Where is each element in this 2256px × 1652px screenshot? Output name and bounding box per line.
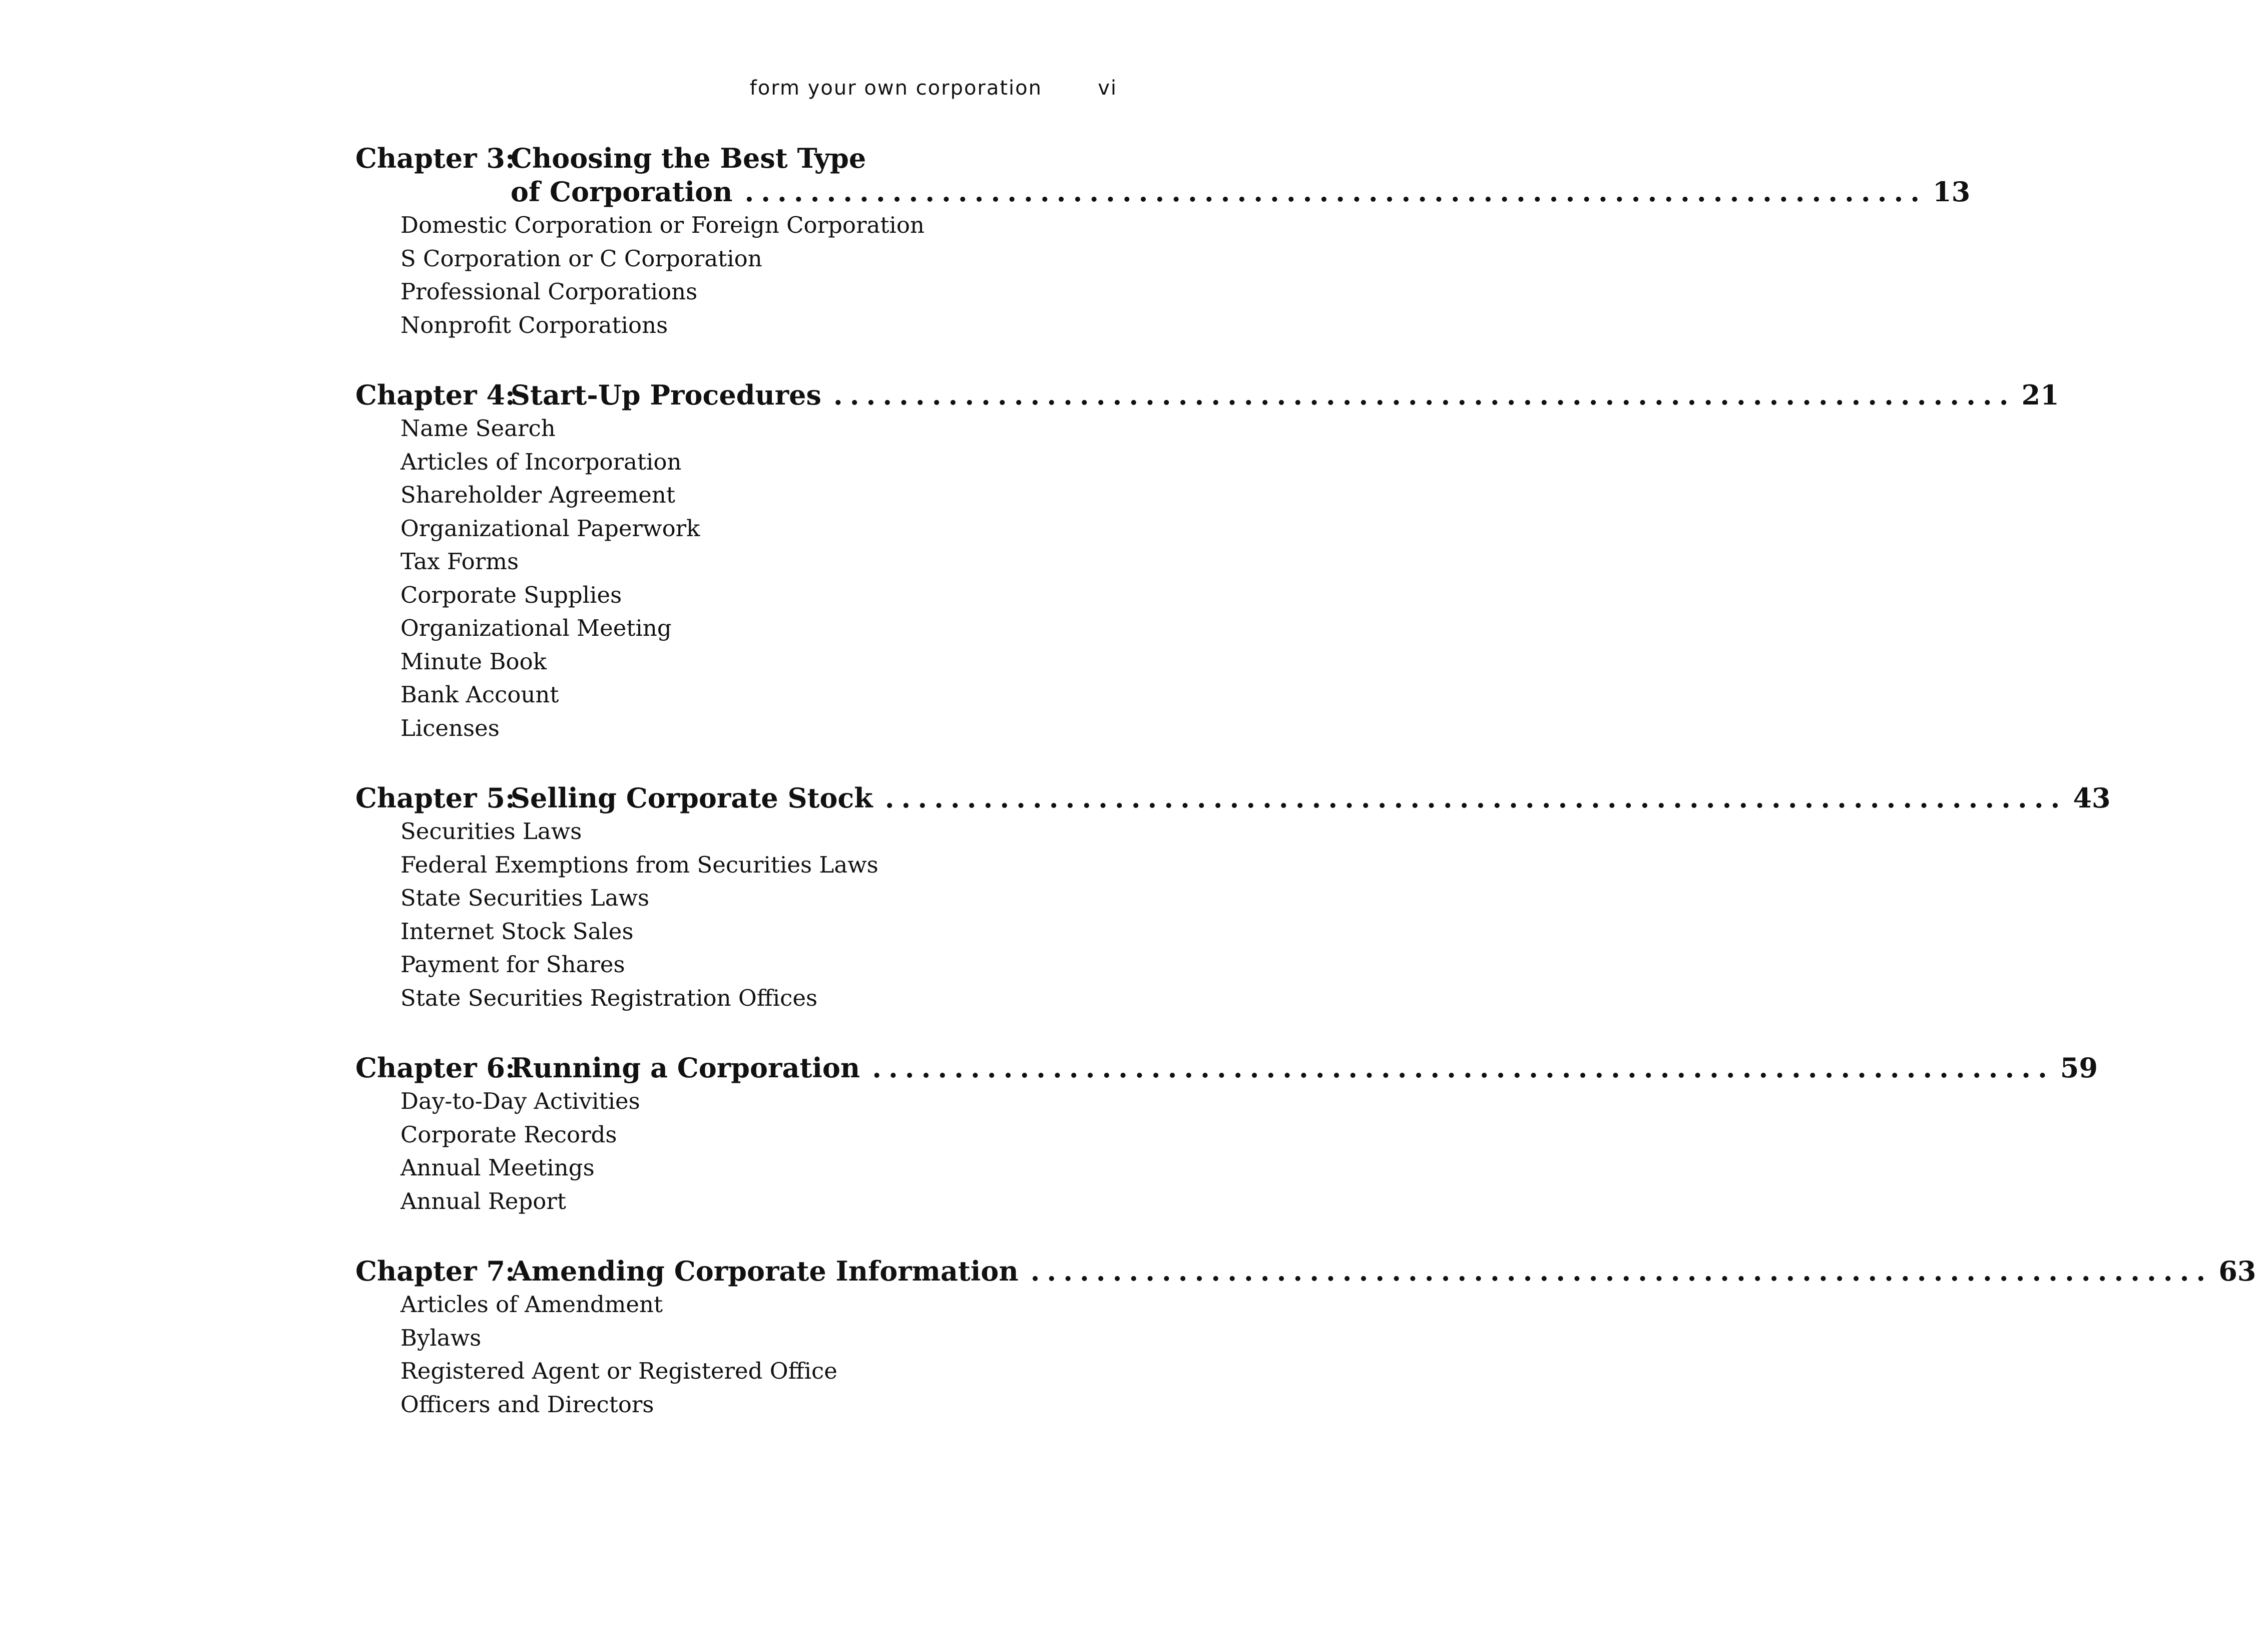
dot-leader: ........................................................................ (872, 1052, 2054, 1084)
section-item[interactable]: Organizational Meeting (400, 615, 672, 641)
section-item[interactable]: Payment for Shares (400, 951, 625, 978)
chapter-5 (355, 781, 2111, 1015)
section-item[interactable]: Annual Report (400, 1187, 566, 1214)
section-item[interactable]: Registered Agent or Registered Office (400, 1358, 837, 1384)
chapter-heading[interactable] (355, 781, 2111, 815)
section-item[interactable]: Day-to-Day Activities (400, 1088, 640, 1114)
chapter-page: 59 (2060, 1052, 2098, 1084)
section-item[interactable]: Professional Corporations (400, 278, 698, 305)
chapter-title: Selling Corporate Stock (511, 782, 873, 814)
chapter-6 (355, 1051, 2098, 1218)
chapter-page: 21 (2021, 379, 2059, 411)
chapter-heading[interactable] (355, 378, 2059, 412)
section-item[interactable]: Officers and Directors (400, 1391, 654, 1418)
dot-leader: ........................................................................ (884, 782, 2067, 814)
section-item[interactable]: Name Search (400, 415, 556, 442)
section-item[interactable]: Annual Meetings (400, 1154, 595, 1181)
section-item[interactable]: Domestic Corporation or Foreign Corporation (400, 212, 925, 238)
section-item[interactable]: Internet Stock Sales (400, 918, 634, 945)
section-item[interactable]: State Securities Registration Offices (400, 984, 818, 1011)
table-of-contents (355, 142, 2256, 1458)
section-item[interactable]: Bylaws (400, 1324, 482, 1351)
chapter-heading[interactable] (355, 1051, 2098, 1085)
section-item[interactable]: Securities Laws (400, 818, 582, 845)
chapter-title: Amending Corporate Information (511, 1255, 1019, 1287)
chapter-3 (355, 142, 1971, 342)
chapter-title-line1: Choosing the Best Type (511, 142, 866, 174)
chapter-title: Start-Up Procedures (511, 379, 821, 411)
section-item[interactable]: Articles of Amendment (400, 1291, 663, 1318)
section-list (355, 209, 1106, 342)
chapter-4 (355, 378, 2059, 745)
chapter-page: 63 (2218, 1255, 2256, 1287)
chapter-page: 13 (1933, 176, 1971, 208)
dot-leader: ........................................................................ (744, 176, 1927, 208)
section-item[interactable]: Licenses (400, 714, 500, 741)
section-item[interactable]: Articles of Incorporation (400, 448, 682, 475)
dot-leader: ........................................................................ (833, 379, 2016, 411)
page-number: vi (1098, 77, 1117, 100)
chapter-title-line2: of Corporation (511, 176, 733, 208)
section-list (355, 412, 1106, 745)
chapter-heading-continued[interactable] (355, 175, 1971, 209)
section-list (355, 1085, 1106, 1218)
section-list (355, 1288, 1106, 1421)
chapter-label: Chapter 5: (355, 782, 516, 814)
chapter-7 (355, 1255, 2256, 1421)
section-item[interactable]: Shareholder Agreement (400, 482, 675, 508)
dot-leader: ........................................................................ (1030, 1255, 2213, 1287)
running-head (0, 77, 1276, 107)
section-item[interactable]: Corporate Supplies (400, 581, 622, 608)
chapter-label: Chapter 3: (355, 142, 516, 174)
chapter-label: Chapter 6: (355, 1052, 516, 1084)
section-item[interactable]: Corporate Records (400, 1121, 617, 1148)
chapter-page: 43 (2073, 782, 2111, 814)
section-item[interactable]: S Corporation or C Corporation (400, 245, 762, 272)
chapter-heading[interactable] (355, 1255, 2256, 1288)
running-head-title: form your own corporation (749, 77, 1042, 100)
section-item[interactable]: Organizational Paperwork (400, 515, 700, 542)
section-item[interactable]: Minute Book (400, 648, 547, 675)
section-list (355, 815, 1106, 1015)
chapter-title: Running a Corporation (511, 1052, 860, 1084)
section-item[interactable]: Nonprofit Corporations (400, 311, 668, 338)
chapter-label: Chapter 7: (355, 1255, 516, 1287)
section-item[interactable]: Bank Account (400, 681, 559, 708)
section-item[interactable]: Tax Forms (400, 548, 519, 575)
chapter-heading[interactable] (355, 142, 1106, 175)
section-item[interactable]: State Securities Laws (400, 885, 650, 911)
chapter-label: Chapter 4: (355, 379, 516, 411)
section-item[interactable]: Federal Exemptions from Securities Laws (400, 851, 878, 878)
